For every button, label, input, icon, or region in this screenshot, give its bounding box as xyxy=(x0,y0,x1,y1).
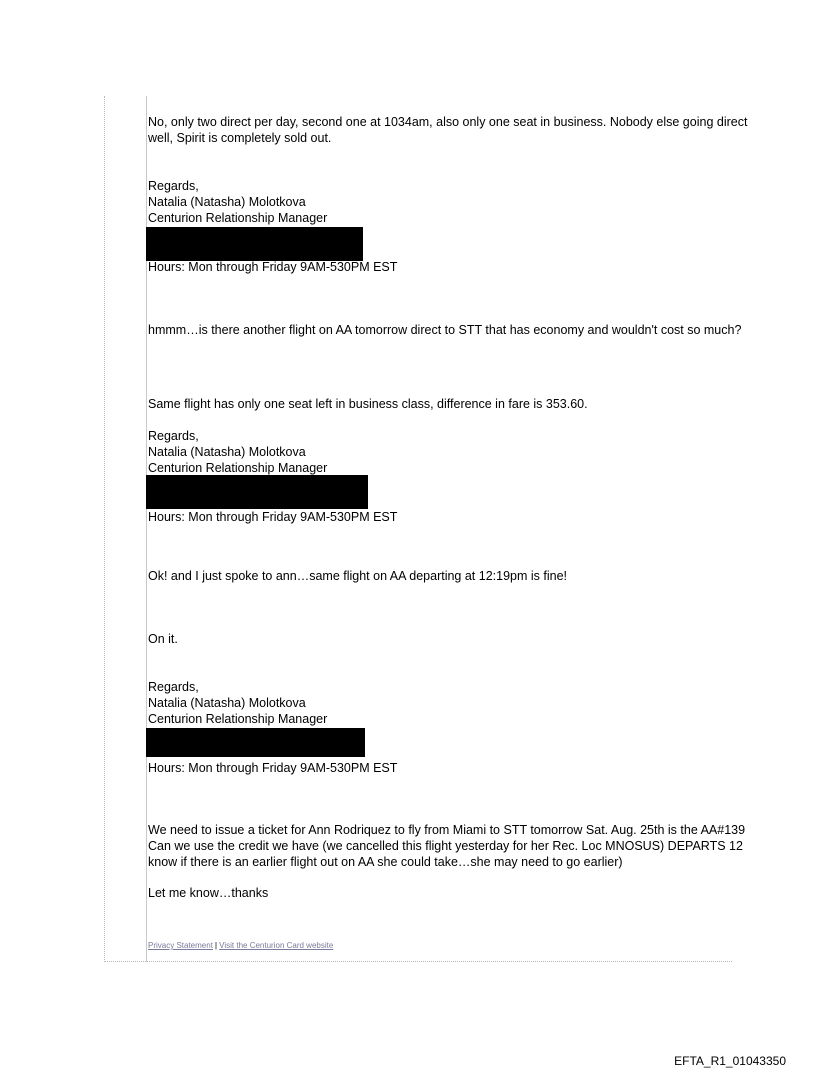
centurion-website-link[interactable]: Visit the Centurion Card website xyxy=(219,941,334,950)
signature-title: Centurion Relationship Manager xyxy=(148,712,328,726)
message-line: No, only two direct per day, second one at 1034am, also only one seat in business. Nobody else going direct xyxy=(148,115,748,129)
message-line: know if there is an earlier flight out on AA she could take…she may need to go earlier) xyxy=(148,855,623,869)
signature-name: Natalia (Natasha) Molotkova xyxy=(148,696,306,710)
message-line: well, Spirit is completely sold out. xyxy=(148,131,332,145)
redaction-box xyxy=(146,728,365,757)
privacy-statement-link[interactable]: Privacy Statement xyxy=(148,941,213,950)
signature-regards: Regards, xyxy=(148,680,199,694)
footer-separator: | xyxy=(214,941,218,950)
email-footer xyxy=(148,941,333,951)
signature-hours: Hours: Mon through Friday 9AM-530PM EST xyxy=(148,510,398,524)
message-line: Can we use the credit we have (we cancelled this flight yesterday for her Rec. Loc MNOSUS) DEPARTS 12 xyxy=(148,839,743,853)
signature-hours: Hours: Mon through Friday 9AM-530PM EST xyxy=(148,761,398,775)
signature-name: Natalia (Natasha) Molotkova xyxy=(148,195,306,209)
message-line: Same flight has only one seat left in business class, difference in fare is 353.60. xyxy=(148,397,588,411)
message-line: We need to issue a ticket for Ann Rodriquez to fly from Miami to STT tomorrow Sat. Aug. 25th is the AA#139 xyxy=(148,823,746,837)
message-line: Let me know…thanks xyxy=(148,886,269,900)
signature-title: Centurion Relationship Manager xyxy=(148,211,328,225)
redaction-box xyxy=(146,227,363,261)
signature-regards: Regards, xyxy=(148,429,199,443)
signature-regards: Regards, xyxy=(148,179,199,193)
message-line: Ok! and I just spoke to ann…same flight on AA departing at 12:19pm is fine! xyxy=(148,569,568,583)
signature-title: Centurion Relationship Manager xyxy=(148,461,328,475)
redaction-box xyxy=(146,475,368,509)
message-line: hmmm…is there another flight on AA tomorrow direct to STT that has economy and wouldn't cost so much? xyxy=(148,323,742,337)
bates-number: EFTA_R1_01043350 xyxy=(674,1054,786,1068)
signature-name: Natalia (Natasha) Molotkova xyxy=(148,445,306,459)
message-line: On it. xyxy=(148,632,178,646)
signature-hours: Hours: Mon through Friday 9AM-530PM EST xyxy=(148,260,398,274)
